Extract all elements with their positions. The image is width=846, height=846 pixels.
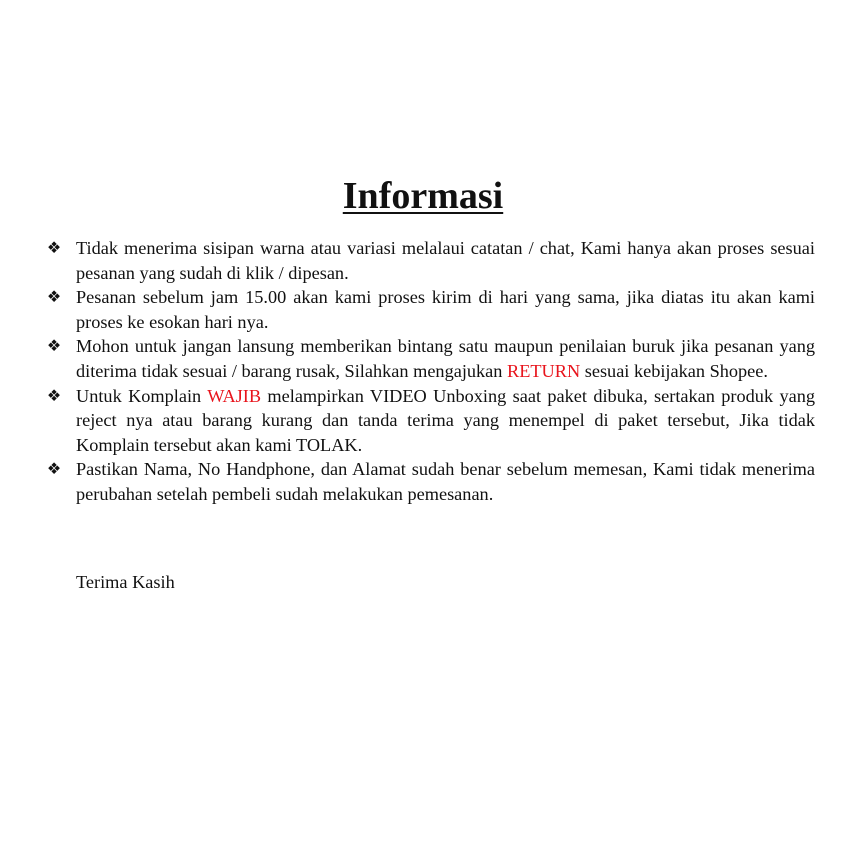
list-item — [45, 334, 815, 383]
item-text: Pesanan sebelum jam 15.00 akan kami proses kirim di hari yang sama, jika diatas itu akan kami proses ke esokan hari nya. — [76, 287, 815, 332]
four-diamond-bullet-icon: ❖ — [46, 459, 62, 479]
page-title: Informasi — [342, 175, 504, 217]
list-item — [45, 384, 815, 458]
four-diamond-bullet-icon: ❖ — [46, 336, 62, 356]
item-text: sesuai kebijakan Shopee. — [580, 360, 768, 381]
wajib-highlight: WAJIB — [207, 385, 262, 406]
item-text: Mohon untuk jangan lansung memberikan bintang satu maupun penilaian buruk jika pesanan yang diterima tidak sesuai / barang rusak, Silahkan mengajukan — [76, 336, 815, 381]
closing-text: Terima Kasih — [76, 572, 175, 592]
return-highlight: RETURN — [507, 360, 581, 381]
four-diamond-bullet-icon: ❖ — [46, 385, 62, 405]
item-text: Tidak menerima sisipan warna atau variasi melalaui catatan / chat, Kami hanya akan proses sesuai pesanan yang sudah di klik / dipesan. — [76, 238, 815, 283]
four-diamond-bullet-icon: ❖ — [46, 238, 62, 257]
list-item — [45, 285, 815, 334]
item-text: Pastikan Nama, No Handphone, dan Alamat sudah benar sebelum memesan, Kami tidak menerima perubahan setelah pembeli sudah melakukan pemesanan. — [76, 459, 815, 504]
four-diamond-bullet-icon: ❖ — [46, 287, 62, 307]
list-item — [45, 457, 815, 506]
list-item — [45, 236, 815, 285]
item-text: Untuk Komplain — [76, 385, 208, 406]
info-list — [45, 236, 815, 507]
item-text: melampirkan VIDEO Unboxing saat paket dibuka, sertakan produk yang reject nya atau barang kurang dan tanda terima yang menempel di paket tersebut, Jika tidak Komplain tersebut akan kami TOLAK. — [76, 385, 815, 455]
